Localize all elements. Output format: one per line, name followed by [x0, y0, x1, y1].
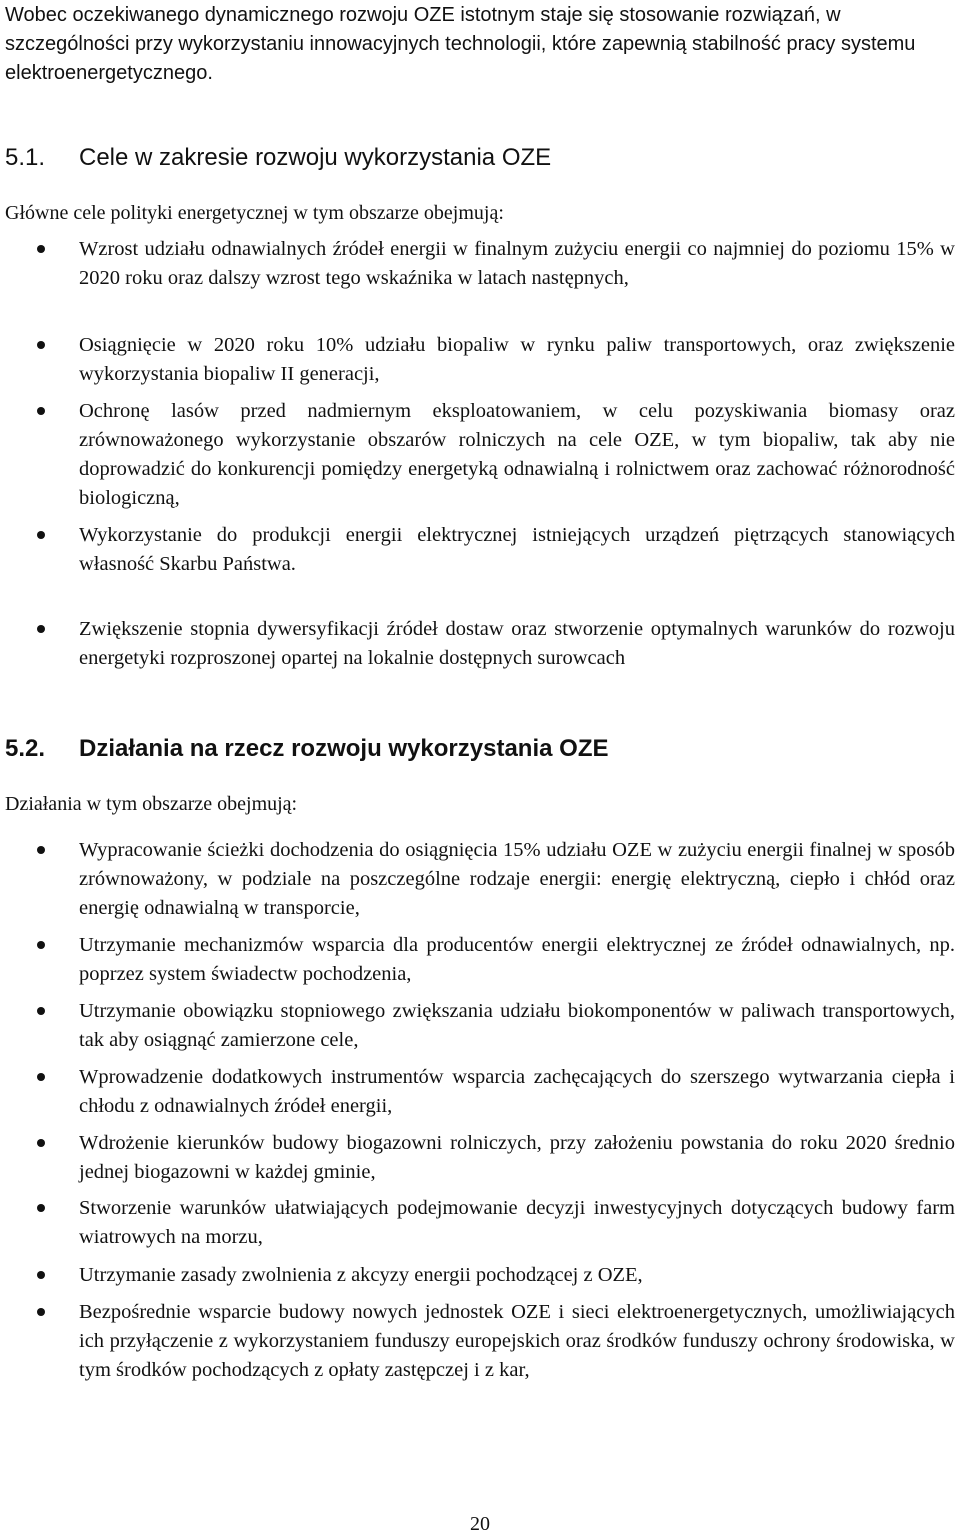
list-item: [79, 1194, 955, 1252]
bullet-icon: [37, 1271, 45, 1279]
list-item: [79, 1261, 955, 1290]
bullet-icon: [37, 941, 45, 949]
section-title: Cele w zakresie rozwoju wykorzystania OZE: [79, 144, 552, 171]
list-item: [79, 235, 955, 293]
intro-paragraph: Wobec oczekiwanego dynamicznego rozwoju OZE istotnym staje się stosowanie rozwiązań, w szczególności przy wykorzystaniu innowacyjnych technologii, które zapewnią stabilność pracy systemu elektroenergetycznego.: [5, 4, 916, 84]
list-item-text: Ochronę lasów przed nadmiernym eksploatowaniem, w celu pozyskiwania biomasy oraz zrównoważonego wykorzystanie obszarów rolniczych na cele OZE, w tym biopaliw, tak aby nie doprowadzić do konkurencji pomiędzy energetyką odnawialną i rolnictwem oraz zachować różnorodność biologiczną,: [79, 400, 955, 509]
list-item-text: Osiągnięcie w 2020 roku 10% udziału biopaliw w rynku paliw transportowych, oraz zwiększenie wykorzystania biopaliw II generacji,: [79, 334, 955, 385]
list-item: [79, 997, 955, 1055]
section-lead: Główne cele polityki energetycznej w tym obszarze obejmują:: [5, 202, 504, 224]
list-item-text: Utrzymanie obowiązku stopniowego zwiększania udziału biokomponentów w paliwach transportowych, tak aby osiągnąć zamierzone cele,: [79, 1000, 955, 1051]
list-item-text: Utrzymanie mechanizmów wsparcia dla producentów energii elektrycznej ze źródeł odnawialnych, np. poprzez system świadectw pochodzenia,: [79, 934, 955, 985]
list-item: [79, 1063, 955, 1121]
section-number: 5.2.: [5, 735, 46, 762]
bullet-icon: [37, 846, 45, 854]
section-heading-5-2: [5, 734, 609, 764]
list-item-text: Wprowadzenie dodatkowych instrumentów wsparcia zachęcających do szerszego wytwarzania ciepła i chłodu z odnawialnych źródeł energii,: [79, 1066, 955, 1117]
list-item-text: Utrzymanie zasady zwolnienia z akcyzy energii pochodzącej z OZE,: [79, 1264, 643, 1286]
bullet-icon: [37, 531, 45, 539]
list-item-text: Stworzenie warunków ułatwiających podejmowanie decyzji inwestycyjnych dotyczących budowy farm wiatrowych na morzu,: [79, 1197, 955, 1248]
list-item: [79, 1129, 955, 1187]
bullet-icon: [37, 245, 45, 253]
list-item: [79, 1298, 955, 1385]
bullet-icon: [37, 1308, 45, 1316]
list-item-text: Wypracowanie ścieżki dochodzenia do osiągnięcia 15% udziału OZE w zużyciu energii finalnej w sposób zrównoważony, w podziale na poszczególne rodzaje energii: energię elektryczną, ciepło i chłód oraz energię odnawialną w transporcie,: [79, 839, 955, 919]
list-item: [79, 331, 955, 389]
list-item-text: Bezpośrednie wsparcie budowy nowych jednostek OZE i sieci elektroenergetycznych, umożliwiających ich przyłączenie z wykorzystaniem funduszy europejskich oraz środków funduszy ochrony środowiska, w tym środków pochodzących z opłaty zastępczej i z kar,: [79, 1301, 955, 1381]
list-item: [79, 615, 955, 673]
bullet-icon: [37, 1007, 45, 1015]
list-item: [79, 521, 955, 579]
section-lead: Działania w tym obszarze obejmują:: [5, 793, 298, 815]
list-item-text: Zwiększenie stopnia dywersyfikacji źródeł dostaw oraz stworzenie optymalnych warunków do rozwoju energetyki rozproszonej opartej na lokalnie dostępnych surowcach: [79, 618, 955, 669]
bullet-icon: [37, 1204, 45, 1212]
list-item: [79, 931, 955, 989]
bullet-icon: [37, 407, 45, 415]
section-title: Działania na rzecz rozwoju wykorzystania OZE: [79, 735, 609, 762]
list-item-text: Wdrożenie kierunków budowy biogazowni rolniczych, przy założeniu powstania do roku 2020 średnio jednej biogazowni w każdej gminie,: [79, 1132, 955, 1183]
page-number: 20: [470, 1513, 490, 1535]
list-item-text: Wzrost udziału odnawialnych źródeł energii w finalnym zużyciu energii co najmniej do poziomu 15% w 2020 roku oraz dalszy wzrost tego wskaźnika w latach następnych,: [79, 238, 955, 289]
section-number: 5.1.: [5, 144, 46, 171]
bullet-icon: [37, 625, 45, 633]
bullet-icon: [37, 341, 45, 349]
bullet-icon: [37, 1139, 45, 1147]
section-heading-5-1: [5, 143, 551, 173]
bullet-icon: [37, 1073, 45, 1081]
list-item: [79, 397, 955, 513]
list-item-text: Wykorzystanie do produkcji energii elektrycznej istniejących urządzeń piętrzących stanowiących własność Skarbu Państwa.: [79, 524, 955, 575]
list-item: [79, 836, 955, 923]
